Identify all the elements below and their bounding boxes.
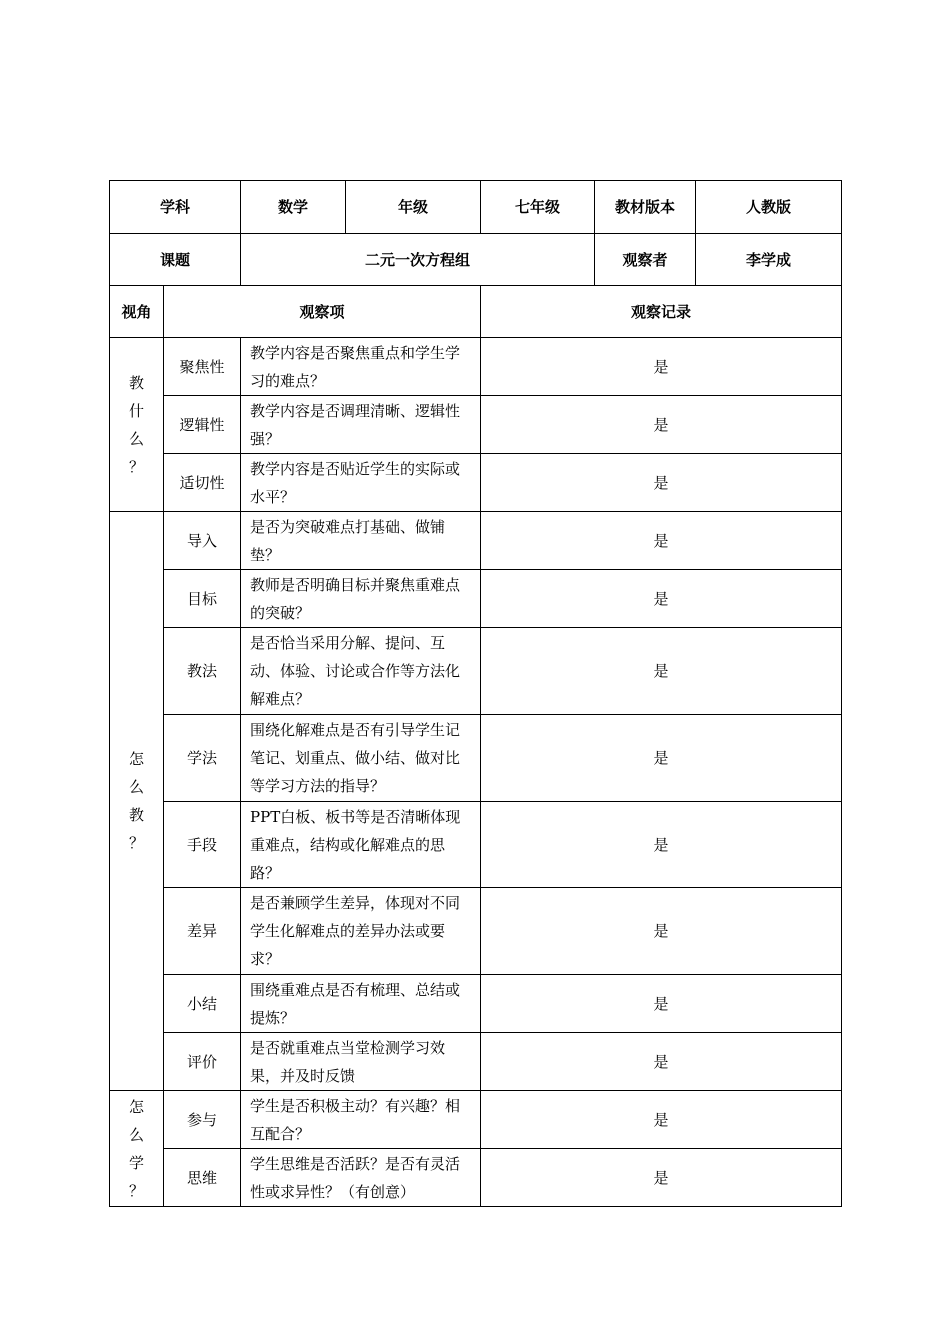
group-label-what: 教 什 么 ？ <box>110 338 164 512</box>
item-question: 是否恰当采用分解、提问、互动、体验、讨论或合作等方法化解难点？ <box>241 628 481 715</box>
item-name: 导入 <box>164 512 241 570</box>
grade-value: 七年级 <box>481 181 595 234</box>
group-label-how-learn: 怎 么 学 ？ <box>110 1091 164 1207</box>
item-question: 是否就重难点当堂检测学习效果，并及时反馈 <box>241 1033 481 1091</box>
item-question: 是否为突破难点打基础、做铺垫？ <box>241 512 481 570</box>
item-name: 差异 <box>164 888 241 975</box>
table-row <box>110 338 842 396</box>
table-row <box>110 1033 842 1091</box>
item-record: 是 <box>481 570 842 628</box>
item-question: 教学内容是否聚焦重点和学生学习的难点？ <box>241 338 481 396</box>
item-record: 是 <box>481 1091 842 1149</box>
header-row-1 <box>110 181 842 234</box>
table-row <box>110 715 842 802</box>
observer-value: 李学成 <box>696 234 842 286</box>
subject-value: 数学 <box>241 181 346 234</box>
item-record: 是 <box>481 975 842 1033</box>
observer-label: 观察者 <box>595 234 696 286</box>
item-name: 聚焦性 <box>164 338 241 396</box>
item-question: 教学内容是否调理清晰、逻辑性强？ <box>241 396 481 454</box>
item-name: 教法 <box>164 628 241 715</box>
table-row <box>110 975 842 1033</box>
table-row <box>110 454 842 512</box>
table-row <box>110 802 842 888</box>
item-name: 目标 <box>164 570 241 628</box>
table-row <box>110 570 842 628</box>
item-header: 观察项 <box>164 286 481 338</box>
column-header-row <box>110 286 842 338</box>
edition-value: 人教版 <box>696 181 842 234</box>
record-header: 观察记录 <box>481 286 842 338</box>
item-name: 评价 <box>164 1033 241 1091</box>
item-record: 是 <box>481 802 842 888</box>
item-name: 思维 <box>164 1149 241 1207</box>
item-question: 学生是否积极主动？有兴趣？相互配合？ <box>241 1091 481 1149</box>
item-name: 手段 <box>164 802 241 888</box>
item-name: 学法 <box>164 715 241 802</box>
item-record: 是 <box>481 888 842 975</box>
table-row <box>110 1149 842 1207</box>
item-record: 是 <box>481 338 842 396</box>
table-row <box>110 396 842 454</box>
observation-table <box>109 180 842 1207</box>
item-question: PPT白板、板书等是否清晰体现重难点，结构或化解难点的思路？ <box>241 802 481 888</box>
item-record: 是 <box>481 396 842 454</box>
table-row <box>110 628 842 715</box>
table-row <box>110 512 842 570</box>
item-question: 围绕化解难点是否有引导学生记笔记、划重点、做小结、做对比等学习方法的指导？ <box>241 715 481 802</box>
edition-label: 教材版本 <box>595 181 696 234</box>
perspective-header: 视角 <box>110 286 164 338</box>
item-record: 是 <box>481 512 842 570</box>
item-question: 是否兼顾学生差异，体现对不同学生化解难点的差异办法或要求？ <box>241 888 481 975</box>
item-question: 教师是否明确目标并聚焦重难点的突破？ <box>241 570 481 628</box>
item-name: 小结 <box>164 975 241 1033</box>
item-record: 是 <box>481 1149 842 1207</box>
item-name: 适切性 <box>164 454 241 512</box>
item-record: 是 <box>481 628 842 715</box>
topic-value: 二元一次方程组 <box>241 234 595 286</box>
item-question: 围绕重难点是否有梳理、总结或提炼？ <box>241 975 481 1033</box>
grade-label: 年级 <box>346 181 481 234</box>
table-row <box>110 1091 842 1149</box>
table-body <box>110 181 842 1207</box>
header-row-2 <box>110 234 842 286</box>
item-record: 是 <box>481 454 842 512</box>
topic-label: 课题 <box>110 234 241 286</box>
item-name: 参与 <box>164 1091 241 1149</box>
item-question: 教学内容是否贴近学生的实际或水平？ <box>241 454 481 512</box>
group-label-how-teach: 怎 么 教 ？ <box>110 512 164 1091</box>
item-record: 是 <box>481 1033 842 1091</box>
item-record: 是 <box>481 715 842 802</box>
subject-label: 学科 <box>110 181 241 234</box>
table-row <box>110 888 842 975</box>
item-name: 逻辑性 <box>164 396 241 454</box>
item-question: 学生思维是否活跃？是否有灵活性或求异性？（有创意） <box>241 1149 481 1207</box>
